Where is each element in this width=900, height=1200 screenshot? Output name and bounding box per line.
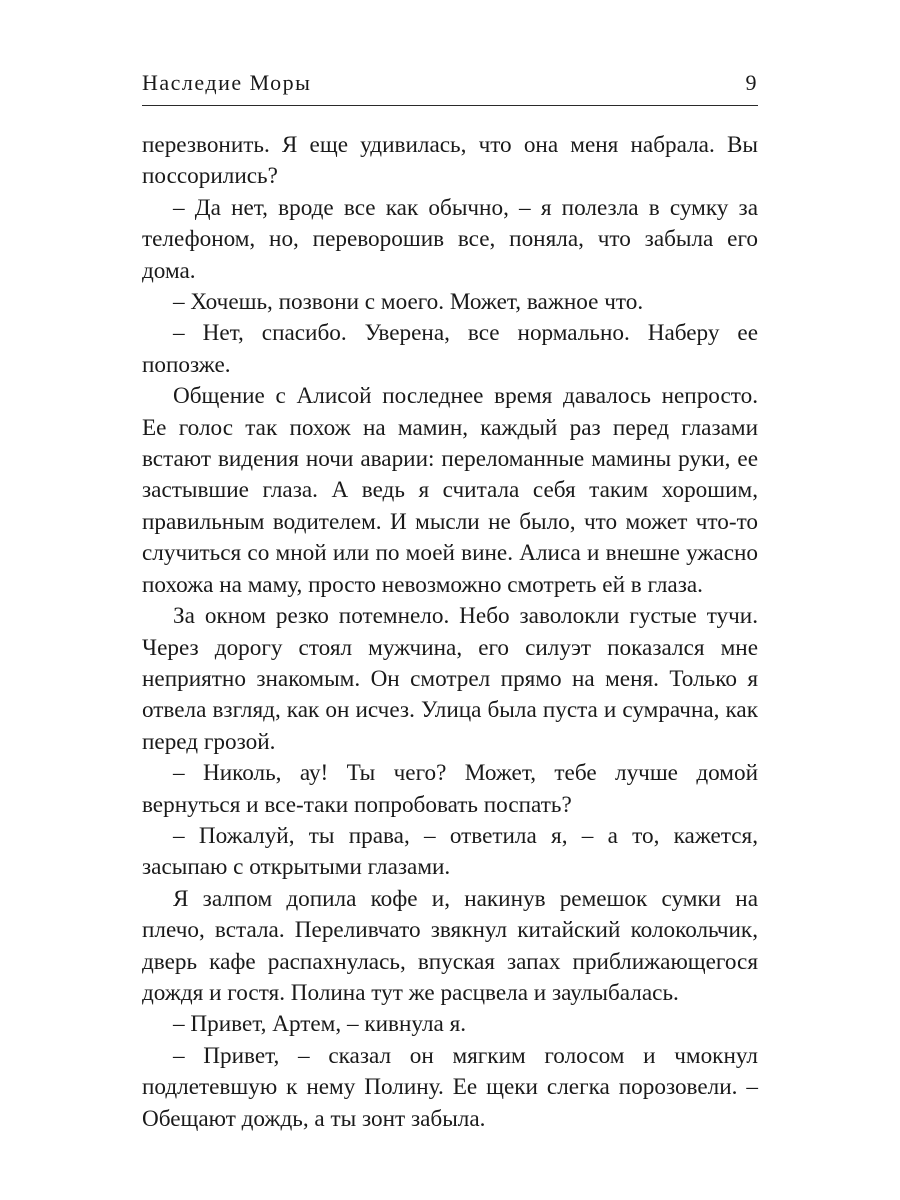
- running-head: [142, 66, 758, 100]
- paragraph: За окном резко потемнело. Небо заволокли густые тучи. Через дорогу стоял мужчина, его силуэт показался мне неприятно знакомым. Он смотрел прямо на меня. Только я отвела взгляд, как он исчез. Улица была пуста и сумрачна, как перед грозой.: [142, 603, 758, 755]
- paragraph: перезвонить. Я еще удивилась, что она меня набрала. Вы поссорились?: [142, 132, 758, 190]
- paragraph: Я залпом допила кофе и, накинув ремешок сумки на плечо, встала. Переливчато звякнул китайский колокольчик, дверь кафе распахнулась, впуская запах приближающегося дождя и гостя. Полина тут же расцвела и заулыбалась.: [142, 885, 758, 1006]
- paragraph: – Да нет, вроде все как обычно, – я полезла в сумку за телефоном, но, переворошив все, поняла, что забыла его дома.: [142, 194, 758, 284]
- paragraph: Общение с Алисой последнее время давалось непросто. Ее голос так похож на мамин, каждый раз перед глазами встают видения ночи аварии: переломанные мамины руки, ее застывшие глаза. А ведь я считала себя таким хорошим, правильным водителем. И мысли не было, что может что-то случиться со мной или по моей вине. Алиса и внешне ужасно похожа на маму, просто невозможно смотреть ей в глаза.: [142, 383, 758, 598]
- header-divider: [142, 105, 758, 106]
- page-number: 9: [745, 70, 758, 95]
- paragraph: – Хочешь, позвони с моего. Может, важное что.: [173, 289, 644, 316]
- running-title: Наследие Моры: [142, 70, 312, 95]
- paragraph: – Привет, Артем, – кивнула я.: [173, 1011, 467, 1038]
- paragraph: – Николь, ау! Ты чего? Может, тебе лучше домой вернуться и все-таки попробовать поспать?: [142, 760, 758, 818]
- paragraph: – Нет, спасибо. Уверена, все нормально. Наберу ее попозже.: [142, 320, 758, 378]
- body-text: [142, 130, 758, 1135]
- paragraph: – Пожалуй, ты права, – ответила я, – а то, кажется, засыпаю с открытыми глазами.: [142, 822, 758, 881]
- paragraph: – Привет, – сказал он мягким голосом и чмокнул подлетевшую к нему Полину. Ее щеки слегка порозовели. – Обещают дождь, а ты зонт забыла.: [142, 1042, 758, 1132]
